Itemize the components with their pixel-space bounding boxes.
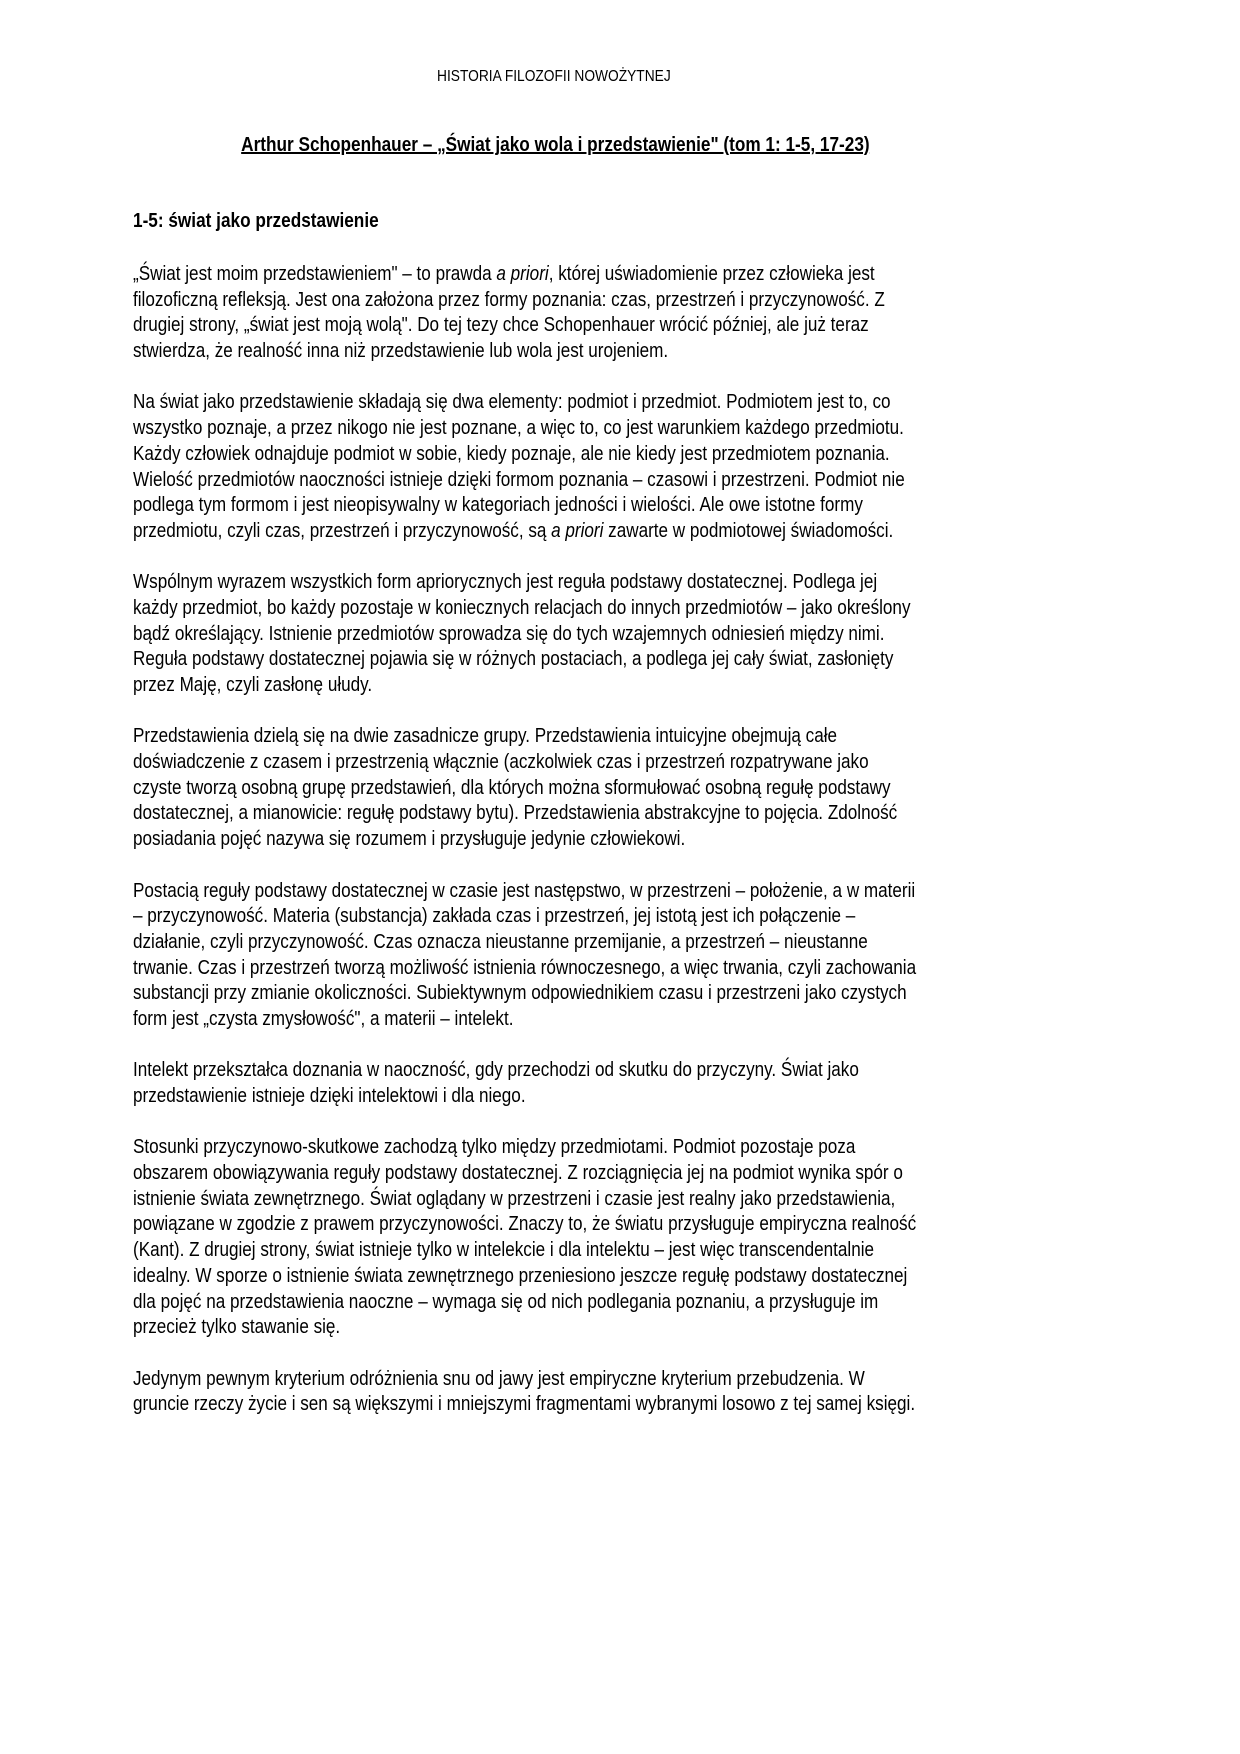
text-segment: zawarte w podmiotowej świadomości. [603, 519, 894, 542]
text-segment: , której uświadomienie przez człowieka jest [548, 263, 875, 285]
text-line: (Kant). Z drugiej strony, świat istnieje tylko w intelekcie i dla intelektu – jest więc transcendentalnie [133, 1239, 875, 1262]
italic-text: a priori [496, 263, 549, 285]
text-line: stwierdza, że realność inna niż przedstawienie lub wola jest urojeniem. [133, 340, 669, 363]
text-line: form jest „czysta zmysłowość", a materii – intelekt. [133, 1007, 514, 1030]
paragraph [133, 724, 1033, 852]
text-line: gruncie rzeczy życie i sen są większymi i mniejszymi fragmentami wybranymi losowo z tej samej księgi. [133, 1393, 916, 1416]
text-line: drugiej strony, „świat jest moją wolą". Do tej tezy chce Schopenhauer wrócić później, ale już teraz [133, 314, 869, 337]
text-line: Postacią reguły podstawy dostatecznej w czasie jest następstwo, w przestrzeni – położenie, a w materii [133, 879, 916, 902]
text-line [133, 519, 903, 545]
text-line: Wspólnym wyrazem wszystkich form apriorycznych jest reguła podstawy dostatecznej. Podlega jej [133, 571, 878, 594]
text-line: Reguła podstawy dostatecznej pojawia się w różnych postaciach, a podlega jej cały świat, zasłonięty [133, 648, 894, 671]
paragraph [133, 1058, 1033, 1109]
page-header-text: HISTORIA FILOZOFII NOWOŻYTNEJ [437, 68, 671, 85]
text-line: Na świat jako przedstawienie składają się dwa elementy: podmiot i przedmiot. Podmiotem jest to, co [133, 391, 891, 414]
text-line: idealny. W sporze o istnienie świata zewnętrznego przeniesiono jeszcze regułę podstawy dostatecznej [133, 1264, 908, 1287]
text-segment: „Świat jest moim przedstawieniem" – to prawda [133, 263, 497, 285]
section-heading: 1-5: świat jako przedstawienie [133, 210, 379, 232]
text-line: istnienie świata zewnętrznego. Świat oglądany w przestrzeni i czasie jest realny jako przedstawienia, [133, 1187, 896, 1210]
text-line: Każdy człowiek odnajduje podmiot w sobie, kiedy poznaje, ale nie kiedy jest przedmiotem poznania. [133, 442, 890, 465]
text-line: dostatecznej, a mianowicie: regułę podstawy bytu). Przedstawienia abstrakcyjne to pojęcia. Zdolność [133, 802, 898, 825]
text-line: przedstawienie istnieje dzięki intelektowi i dla niego. [133, 1085, 526, 1107]
text-line: Stosunki przyczynowo-skutkowe zachodzą tylko między przedmiotami. Podmiot pozostaje poza [133, 1136, 856, 1159]
paragraph [133, 390, 1033, 544]
text-line: przez Maję, czyli zasłonę ułudy. [133, 674, 373, 696]
paragraph [133, 879, 1033, 1033]
text-line: działanie, czyli przyczynowość. Czas oznacza nieustanne przemijanie, a przestrzeń – nieustanne [133, 930, 868, 953]
text-line: doświadczenie z czasem i przestrzenią włącznie (aczkolwiek czas i przestrzeń rozpatrywane jako [133, 751, 869, 774]
text-line: każdy przedmiot, bo każdy pozostaje w koniecznych relacjach do innych przedmiotów – jako określony [133, 596, 911, 619]
text-line: Jedynym pewnym kryterium odróżnienia snu od jawy jest empiryczne kryterium przebudzenia. W [133, 1367, 865, 1390]
text-line: przecież tylko stawanie się. [133, 1316, 341, 1339]
text-line: bądź określający. Istnienie przedmiotów sprowadza się do tych wzajemnych odniesień między nimi. [133, 622, 885, 645]
paragraph [133, 262, 1033, 365]
text-line: dla pojęć na przedstawienia naoczne – wymaga się od nich podlegania poznaniu, a przysługuje im [133, 1290, 879, 1313]
text-line [133, 262, 903, 288]
text-line: Intelekt przekształca doznania w naoczność, gdy przechodzi od skutku do przyczyny. Świat jako [133, 1059, 859, 1082]
text-line: wszystko poznaje, a przez nikogo nie jest poznane, a więc to, co jest warunkiem każdego przedmiotu. [133, 417, 904, 440]
text-line: powiązane w zgodzie z prawem przyczynowości. Znaczy to, że światu przysługuje empiryczna realność [133, 1213, 917, 1236]
text-line: trwanie. Czas i przestrzeń tworzą możliwość istnienia równoczesnego, a więc trwania, czyli zachowania [133, 956, 917, 979]
text-line: posiadania pojęć nazywa się rozumem i przysługuje jedynie człowiekowi. [133, 828, 686, 851]
document-title-text: Arthur Schopenhauer – „Świat jako wola i przedstawienie" (tom 1: 1-5, 17-23) [240, 134, 870, 156]
page-header [0, 68, 1108, 86]
paragraph [133, 1367, 1033, 1418]
text-line: Przedstawienia dzielą się na dwie zasadnicze grupy. Przedstawienia intuicyjne obejmują całe [133, 725, 838, 748]
text-line: obszarem obowiązywania reguły podstawy dostatecznej. Z rozciągnięcia jej na podmiot wynika spór o [133, 1162, 903, 1185]
text-segment: przedmiotu, czyli czas, przestrzeń i przyczynowość, są [133, 519, 552, 542]
text-line: substancji przy zmianie okoliczności. Subiektywnym odpowiednikiem czasu i przestrzeni jako czystych [133, 982, 907, 1005]
document-body [133, 262, 1033, 1444]
text-line: – przyczynowość. Materia (substancja) zakłada czas i przestrzeń, jej istotą jest ich połączenie – [133, 905, 856, 928]
paragraph [133, 570, 1033, 698]
document-title [0, 134, 1110, 157]
paragraph [133, 1135, 1033, 1341]
text-line: czyste tworzą osobną grupę przedstawień, dla których można sformułować osobną regułę podstawy [133, 776, 891, 799]
italic-text: a priori [551, 519, 604, 542]
text-line: podlega tym formom i jest nieopisywalny w kategoriach jedności i wielości. Ale owe istotne formy [133, 494, 863, 517]
text-line: filozoficzną refleksją. Jest ona założona przez formy poznania: czas, przestrzeń i przyczynowość. Z [133, 288, 885, 311]
text-line: Wielość przedmiotów naoczności istnieje dzięki formom poznania – czasowi i przestrzeni. Podmiot nie [133, 468, 905, 491]
